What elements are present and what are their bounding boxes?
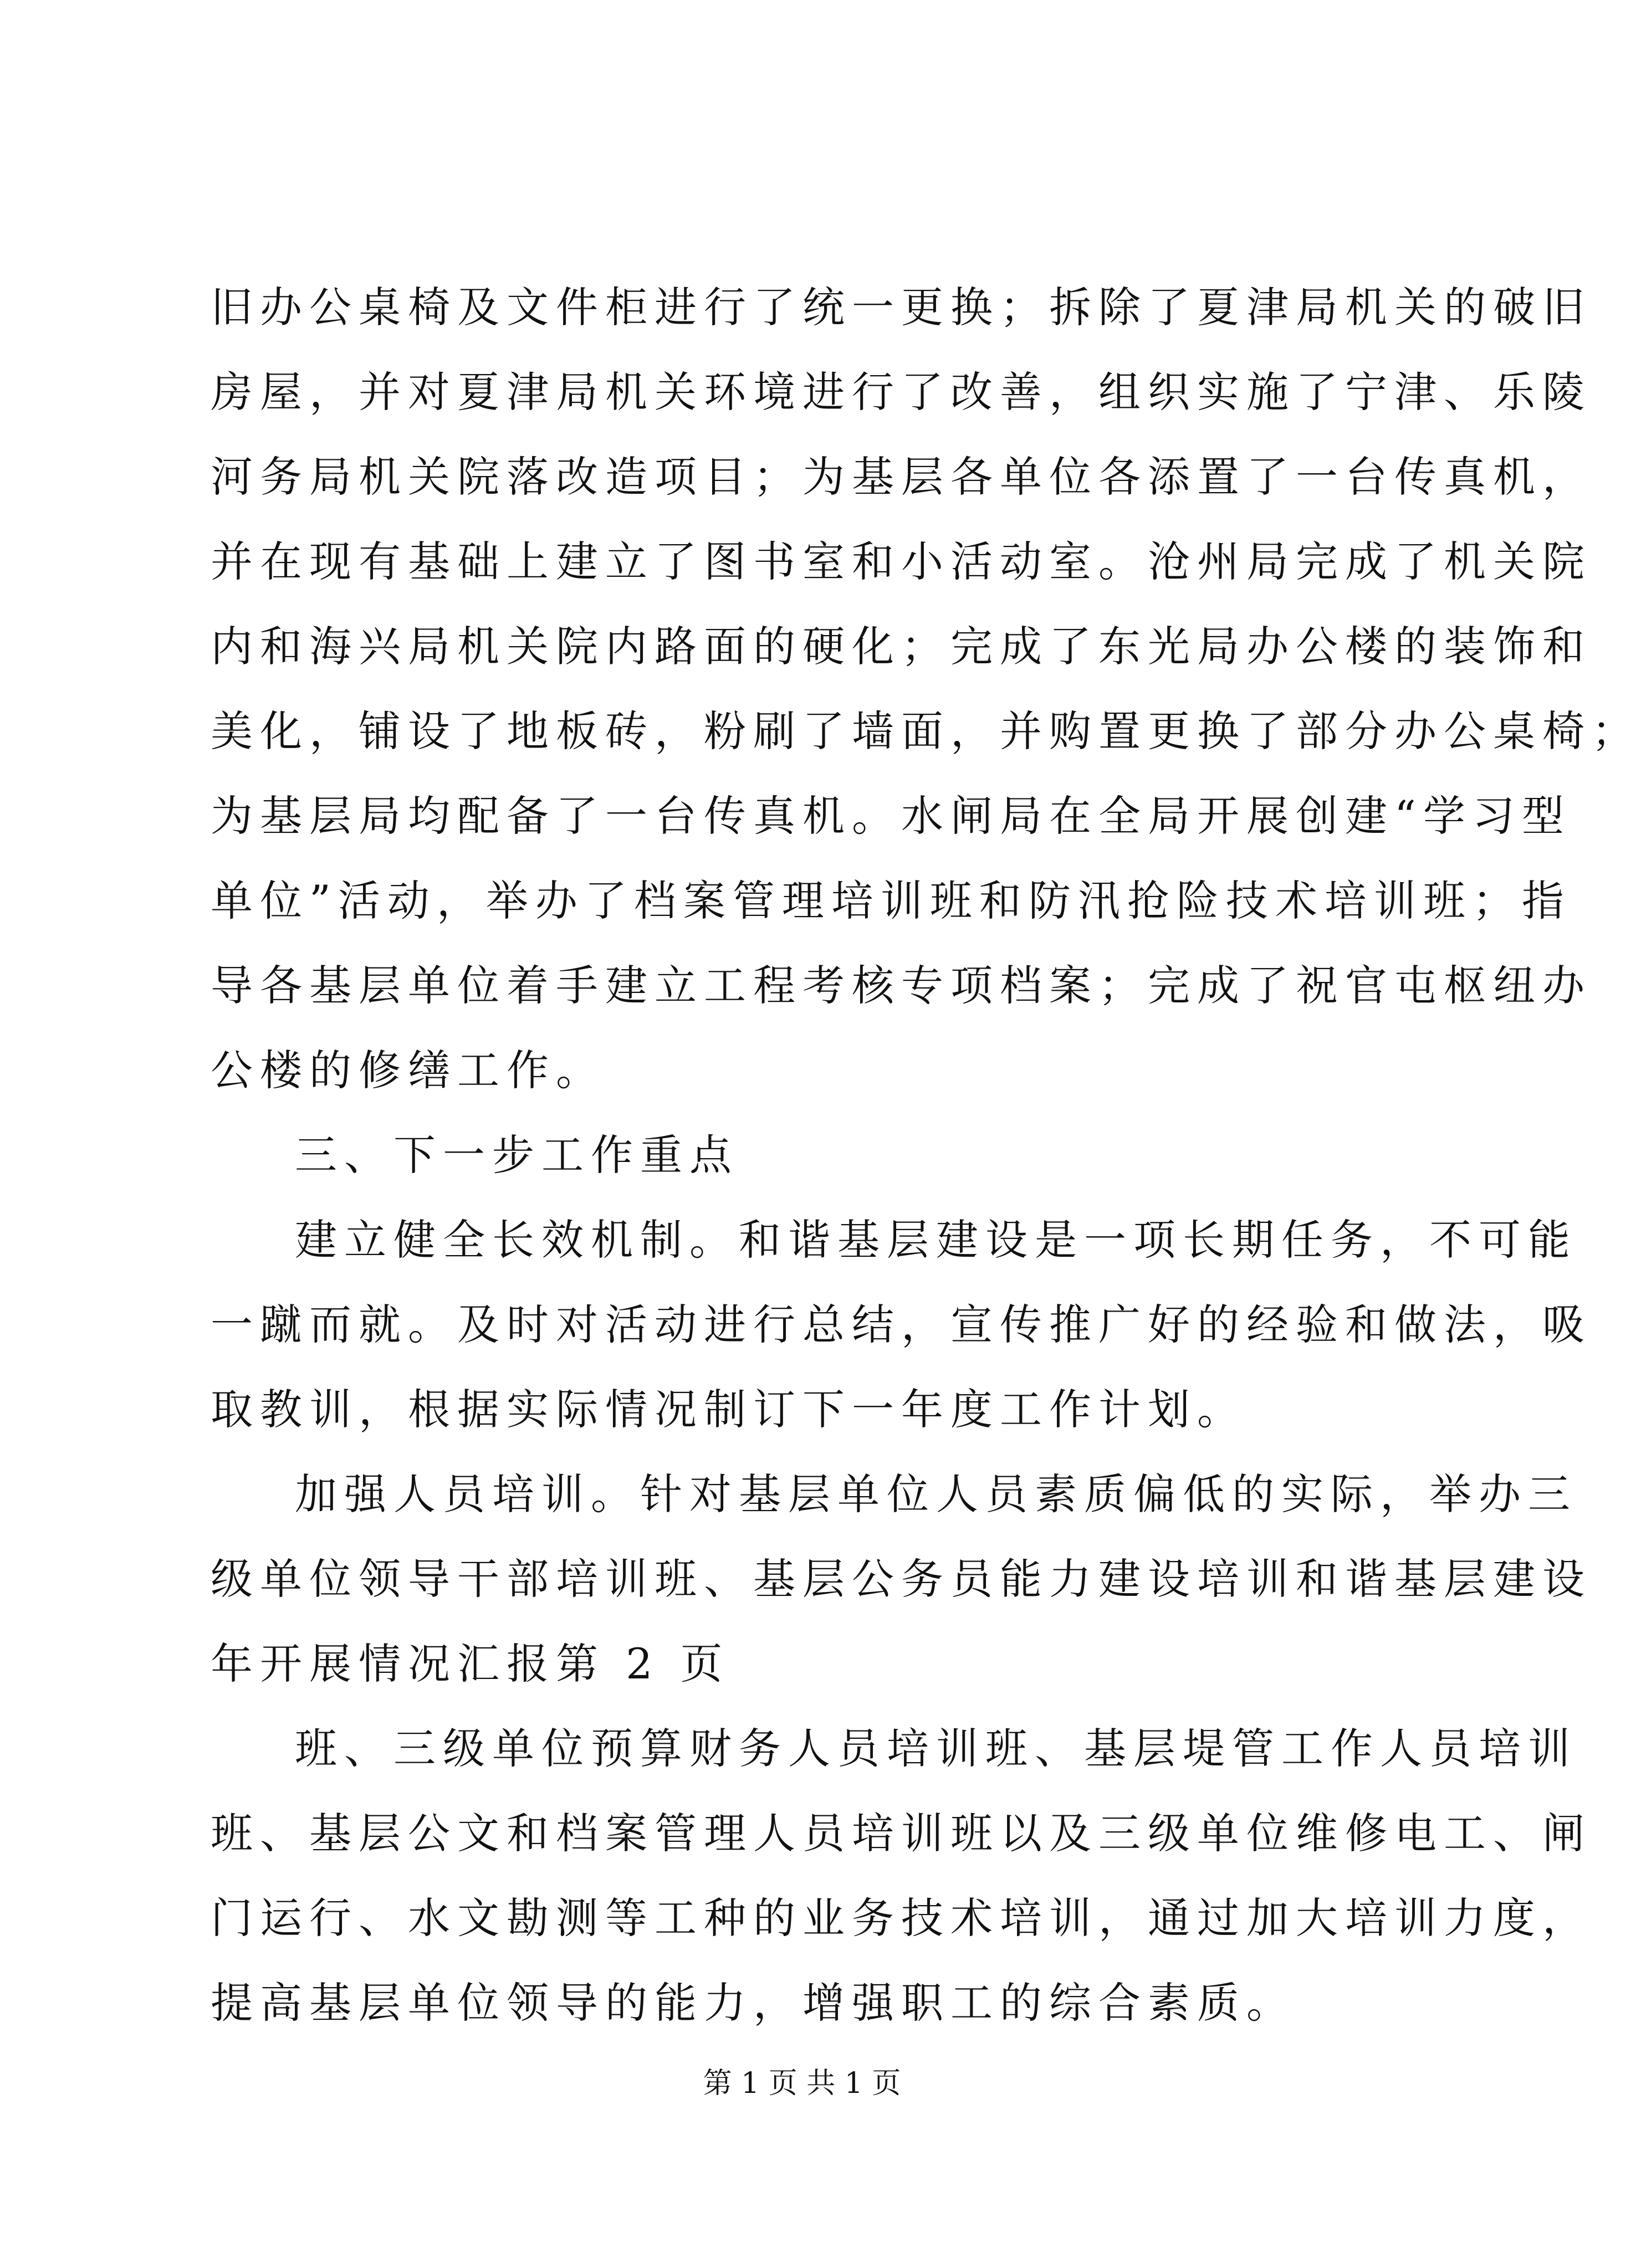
text-line: 河务局机关院落改造项目；为基层各单位各添置了一台传真机， (211, 452, 1592, 501)
document-body (211, 265, 1641, 2045)
text-line: 导各基层单位着手建立工程考核专项档案；完成了祝官屯枢纽办 (211, 961, 1592, 1010)
paragraph-start-line: 加强人员培训。针对基层单位人员素质偏低的实际，举办三 (295, 1470, 1577, 1519)
text-line: 公楼的修缮工作。 (211, 1046, 605, 1095)
section-heading: 三、下一步工作重点 (295, 1130, 739, 1180)
text-line: 年开展情况汇报第 2 页 (211, 1639, 730, 1688)
text-line: 美化，铺设了地板砖，粉刷了墙面，并购置更换了部分办公桌椅； (211, 706, 1641, 756)
text-line: 级单位领导干部培训班、基层公务员能力建设培训和谐基层建设 (211, 1554, 1592, 1604)
text-line: 旧办公桌椅及文件柜进行了统一更换；拆除了夏津局机关的破旧 (211, 283, 1592, 332)
page-number-label: 第 1 页 共 1 页 (703, 2067, 901, 2100)
text-line: 班、基层公文和档案管理人员培训班以及三级单位维修电工、闸 (211, 1809, 1592, 1858)
text-line: 门运行、水文勘测等工种的业务技术培训，通过加大培训力度， (211, 1893, 1592, 1943)
text-line: 为基层局均配备了一台传真机。水闸局在全局开展创建“学习型 (211, 791, 1571, 841)
page-footer (0, 2061, 1604, 2106)
text-line: 单位”活动，举办了档案管理培训班和防汛抢险技术培训班；指 (211, 876, 1571, 925)
text-line: 房屋，并对夏津局机关环境进行了改善，组织实施了宁津、乐陵 (211, 367, 1592, 417)
text-line: 一蹴而就。及时对活动进行总结，宣传推广好的经验和做法，吸 (211, 1300, 1592, 1349)
text-line: 提高基层单位领导的能力，增强职工的综合素质。 (211, 1978, 1296, 2028)
text-line: 取教训，根据实际情况制订下一年度工作计划。 (211, 1385, 1246, 1434)
paragraph-start-line: 建立健全长效机制。和谐基层建设是一项长期任务，不可能 (295, 1215, 1577, 1264)
paragraph-start-line: 班、三级单位预算财务人员培训班、基层堤管工作人员培训 (295, 1724, 1577, 1773)
text-line: 并在现有基础上建立了图书室和小活动室。沧州局完成了机关院 (211, 537, 1592, 586)
text-line: 内和海兴局机关院内路面的硬化；完成了东光局办公楼的装饰和 (211, 622, 1592, 671)
